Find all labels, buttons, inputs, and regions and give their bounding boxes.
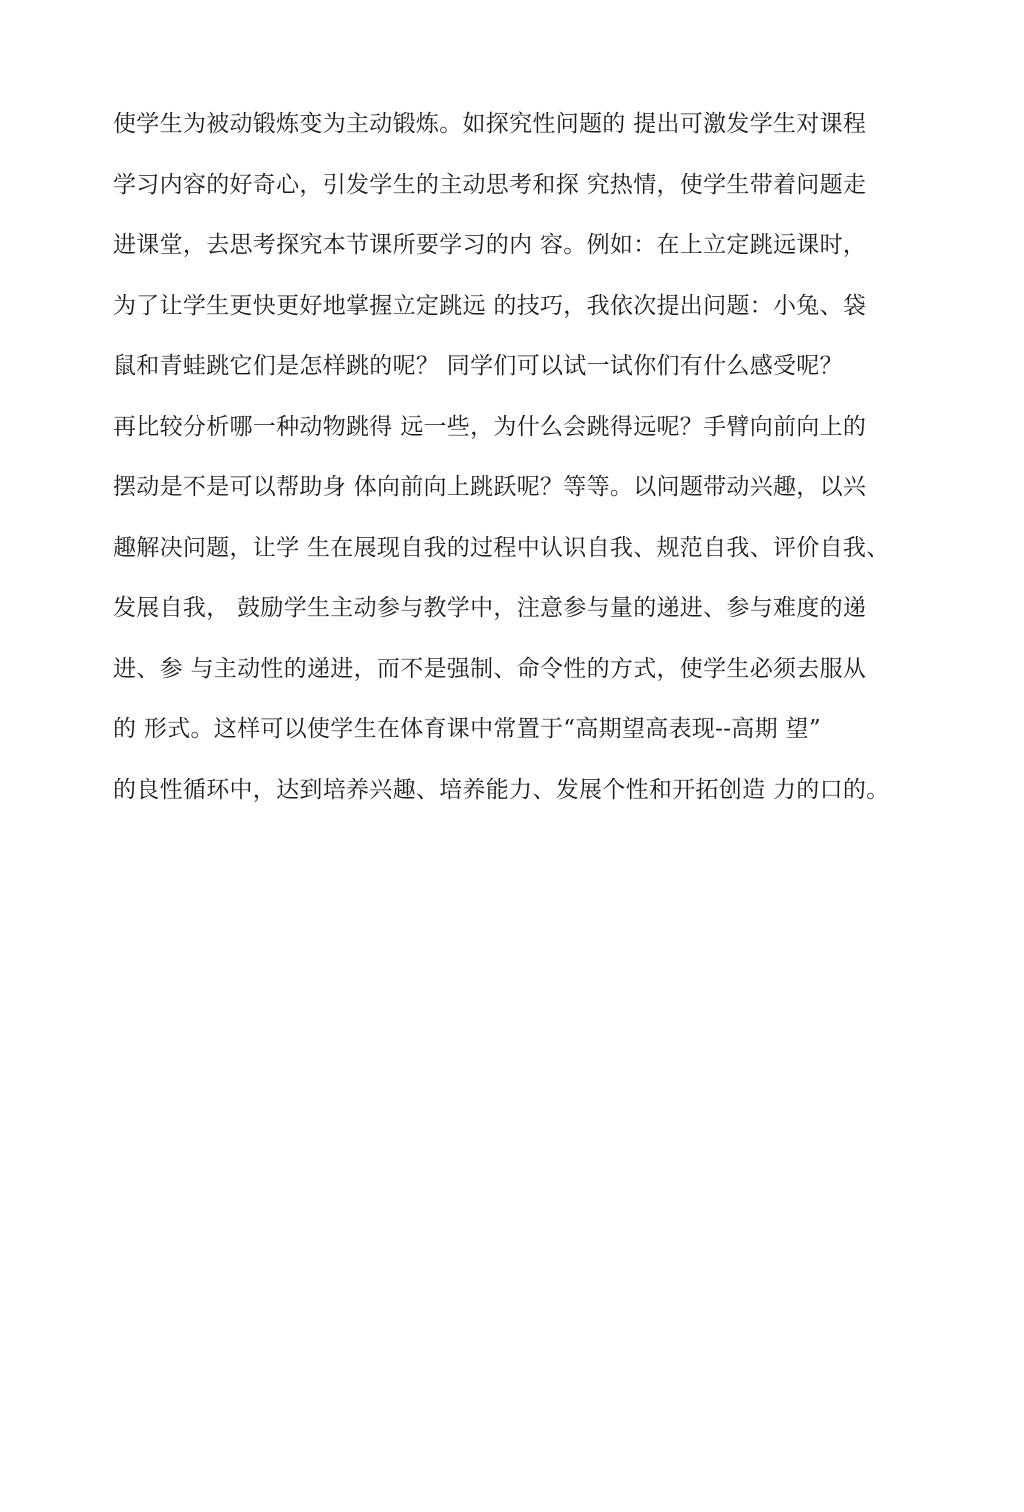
text-line-1: 使学生为被动锻炼变为主动锻炼。如探究性问题的 提出可激发学生对课程 xyxy=(113,111,867,137)
text-line-3: 进课堂，去思考探究本节课所要学习的内 容。例如：在上立定跳远课时， xyxy=(113,232,867,258)
body-paragraph xyxy=(113,112,943,838)
text-line-4: 为了让学生更快更好地掌握立定跳远 的技巧，我依次提出问题：小兔、袋 xyxy=(113,292,867,319)
text-line-2: 学习内容的好奇心，引发学生的主动思考和探 究热情，使学生带着问题走 xyxy=(113,171,867,198)
text-line-9: 发展自我， 鼓励学生主动参与教学中，注意参与量的递进、参与难度的递 xyxy=(113,595,867,621)
text-line-10: 进、参 与主动性的递进，而不是强制、命令性的方式，使学生必须去服从 xyxy=(113,655,867,682)
text-line-12: 的良性循环中，达到培养兴趣、培养能力、发展个性和开拓创造 力的口的。 xyxy=(113,776,890,803)
text-line-8: 趣解决问题，让学 生在展现自我的过程中认识自我、规范自我、评价自我、 xyxy=(113,534,890,561)
text-line-11: 的 形式。这样可以使学生在体育课中常置于“高期望高表现--高期 望” xyxy=(113,716,821,742)
text-line-7: 摆动是不是可以帮助身 体向前向上跳跃呢？等等。以问题带动兴趣，以兴 xyxy=(113,474,867,500)
text-line-6: 再比较分析哪一种动物跳得 远一些，为什么会跳得远呢？手臂向前向上的 xyxy=(113,413,867,440)
text-line-5: 鼠和青蛙跳它们是怎样跳的呢？ 同学们可以试一试你们有什么感受呢？ xyxy=(113,353,843,379)
